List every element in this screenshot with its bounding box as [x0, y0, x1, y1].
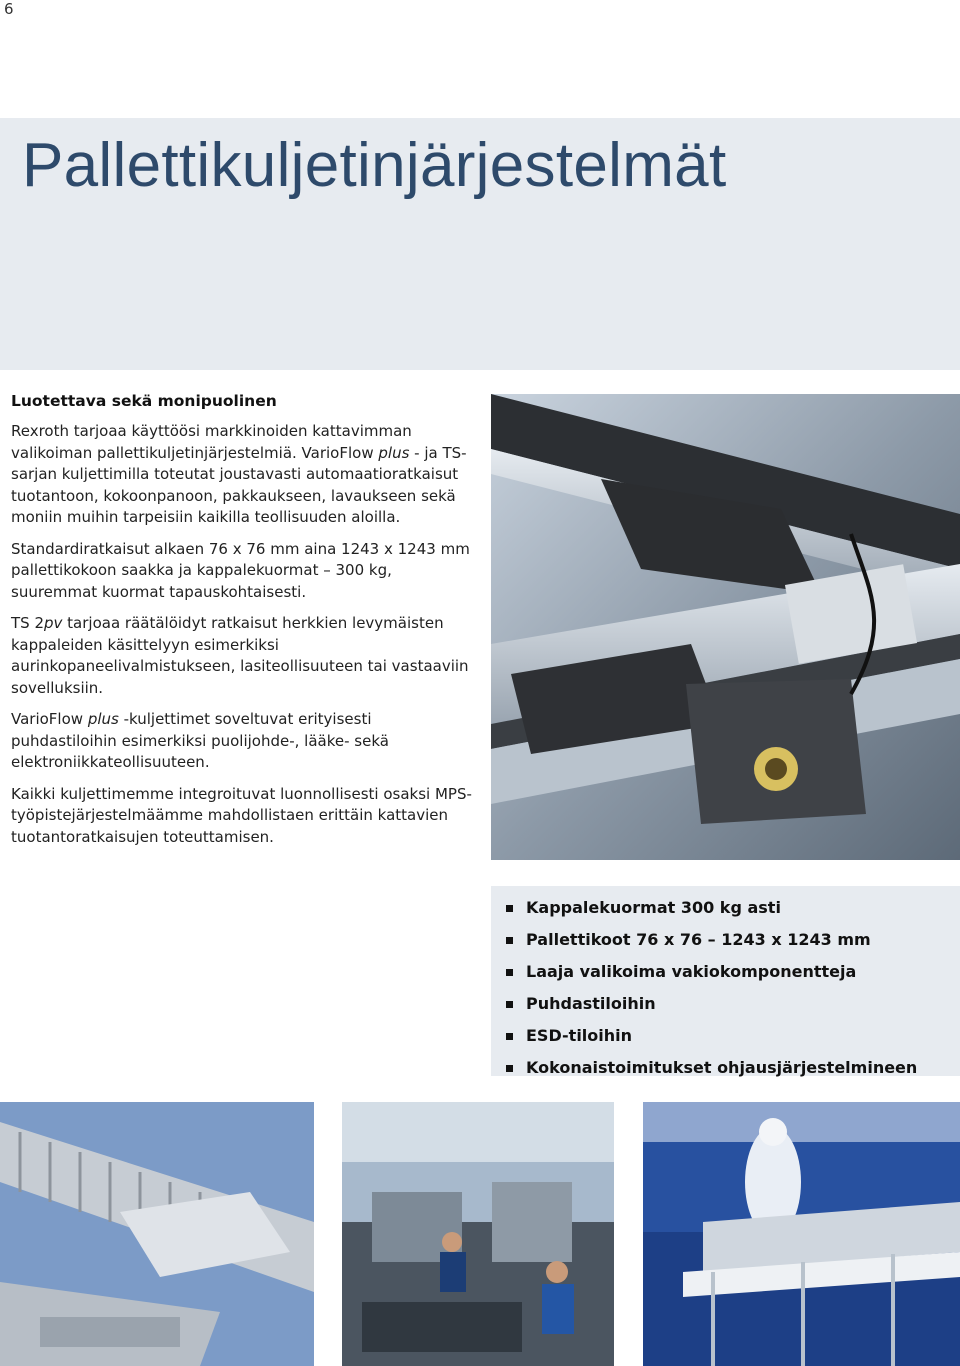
bullet-icon: [506, 1001, 513, 1008]
feature-list: [506, 892, 917, 1084]
feature-item: Kokonaistoimitukset ohjausjärjestelmineen: [506, 1052, 917, 1084]
page-title: Pallettikuljetinjärjestelmät: [22, 131, 727, 200]
page-number: 6: [4, 0, 14, 18]
intro-paragraph-3: TS 2pv tarjoaa räätälöidyt ratkaisut herkkien levymäisten kappaleiden käsittelyyn esimerkiksi aurinkopaneelivalmistukseen, lasiteollisuuteen tai vastaaviin sovelluksiin.: [11, 614, 469, 697]
bullet-icon: [506, 1065, 513, 1072]
feature-item: Pallettikoot 76 x 76 – 1243 x 1243 mm: [506, 924, 917, 956]
intro-paragraph-1: Rexroth tarjoaa käyttöösi markkinoiden kattavimman valikoiman pallettikuljetinjärjestelmiä. VarioFlow plus - ja TS-sarjan kuljettimilla toteutat joustavasti automaatioratkaisut tuotantoon, kokoonpanoon, pakkaukseen, lavaukseen sekä moniin muihin tarpeisiin kaikilla teollisuuden aloilla.: [11, 422, 467, 526]
feature-item: Puhdastiloihin: [506, 988, 917, 1020]
intro-text-column: [11, 392, 481, 858]
feature-item: ESD-tiloihin: [506, 1020, 917, 1052]
feature-box: [491, 886, 960, 1076]
conveyor-photo: [491, 394, 960, 860]
feature-item: Kappalekuormat 300 kg asti: [506, 892, 917, 924]
intro-paragraph-5: Kaikki kuljettimemme integroituvat luonnollisesti osaksi MPS-työpistejärjestelmäämme mahdollistaen erittäin kattavien tuotantoratkaisujen toteuttamisen.: [11, 784, 472, 846]
roller-conveyor-photo: [0, 1102, 314, 1366]
intro-paragraph-4: VarioFlow plus -kuljettimet soveltuvat erityisesti puhdastiloihin esimerkiksi puolijohde-, lääke- sekä elektroniikkateollisuuteen.: [11, 710, 389, 771]
bullet-icon: [506, 969, 513, 976]
feature-item: Laaja valikoima vakiokomponentteja: [506, 956, 917, 988]
section-heading: Luotettava sekä monipuolinen: [11, 392, 277, 410]
bullet-icon: [506, 1033, 513, 1040]
factory-workers-photo: [342, 1102, 614, 1366]
bullet-icon: [506, 937, 513, 944]
bullet-icon: [506, 905, 513, 912]
cleanroom-photo: [643, 1102, 960, 1366]
intro-paragraph-2: Standardiratkaisut alkaen 76 x 76 mm aina 1243 x 1243 mm pallettikokoon saakka ja kappalekuormat – 300 kg, suuremmat kuormat tapauskohtaisesti.: [11, 539, 470, 601]
